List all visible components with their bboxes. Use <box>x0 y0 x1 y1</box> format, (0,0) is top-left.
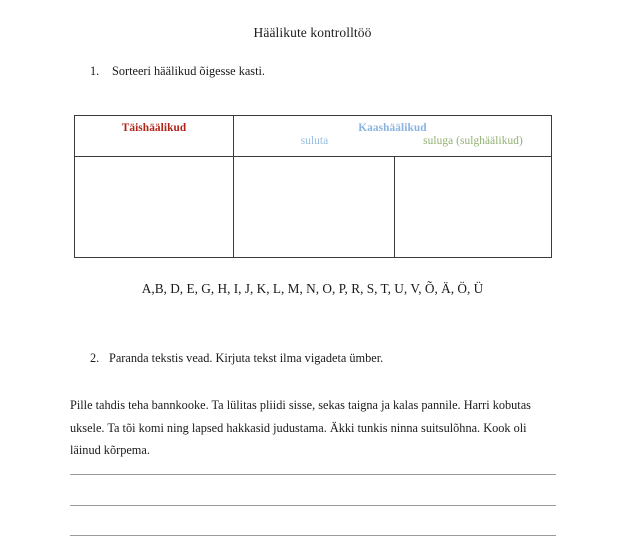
header-cell-consonants <box>234 116 552 157</box>
task-2-text: Paranda tekstis vead. Kirjuta tekst ilma vigadeta ümber. <box>109 351 384 365</box>
consonants-subheader-row <box>234 135 551 147</box>
answer-cell-vowels[interactable] <box>75 157 234 258</box>
page-title: Häälikute kontrolltöö <box>253 25 372 40</box>
consonants-sub-left-label: suluta <box>300 135 329 147</box>
task-item-2 <box>90 350 383 367</box>
answer-rule-3[interactable] <box>70 535 556 536</box>
task-2-number: 2. <box>90 351 100 365</box>
task-1-number: 1. <box>90 64 100 78</box>
sorting-table <box>74 115 552 258</box>
vowels-header-label: Täishäälikud <box>121 122 187 134</box>
answer-cell-consonants-no-stop[interactable] <box>234 157 395 258</box>
task-item-1 <box>90 63 265 80</box>
exercise-paragraph: Pille tahdis teha bannkooke. Ta lülitas pliidi sisse, sekas taigna ja kalas pannile. Harri kobutas uksele. Ta tõi komi ning lapsed hakkasid judustama. Äkki tunkis ninna suitsulõhna. Kook oli läinud kõrpema. <box>70 398 531 457</box>
consonants-header-label: Kaashäälikud <box>358 122 427 134</box>
answer-cell-consonants-stop[interactable] <box>395 157 552 258</box>
header-cell-vowels <box>75 116 234 157</box>
answer-rule-2[interactable] <box>70 505 556 506</box>
task-1-text: Sorteeri häälikud õigesse kasti. <box>112 64 265 78</box>
table-answer-row <box>75 157 552 258</box>
letters-list: A,B, D, E, G, H, I, J, K, L, M, N, O, P, R, S, T, U, V, Õ, Ä, Ö, Ü <box>141 281 484 296</box>
answer-rule-1[interactable] <box>70 474 556 475</box>
table-header-row <box>75 116 552 157</box>
consonants-sub-right-label: suluga (sulghäälikud) <box>423 135 523 147</box>
